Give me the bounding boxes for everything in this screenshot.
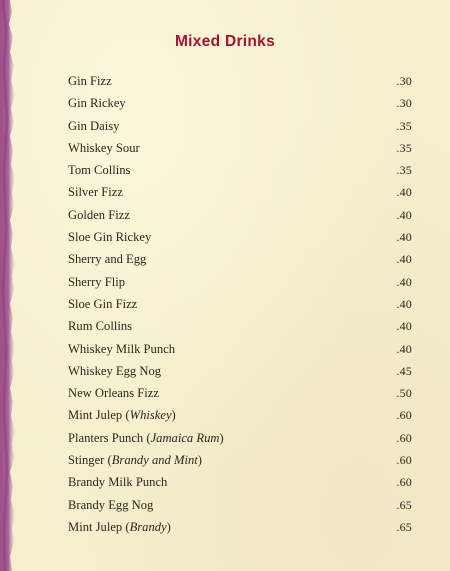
drink-name: Mint Julep (Whiskey) bbox=[68, 408, 176, 423]
drink-name-text: Gin Rickey bbox=[68, 96, 126, 111]
menu-item bbox=[68, 293, 412, 315]
deckle-edge bbox=[0, 0, 22, 571]
drink-price: .35 bbox=[396, 118, 412, 133]
menu-item bbox=[68, 427, 412, 449]
drink-price: .40 bbox=[396, 319, 412, 334]
drink-name bbox=[68, 115, 119, 137]
drink-name bbox=[68, 471, 167, 493]
drink-name-text: Mint Julep bbox=[68, 519, 123, 534]
drink-price: .60 bbox=[396, 475, 412, 490]
drink-name-text: Sherry Flip bbox=[68, 274, 126, 289]
menu-item bbox=[68, 315, 412, 337]
menu-item bbox=[68, 181, 412, 203]
menu-item bbox=[68, 494, 412, 516]
drink-price: .35 bbox=[396, 163, 412, 178]
menu-item bbox=[68, 115, 412, 137]
menu-item bbox=[68, 338, 412, 360]
drink-name bbox=[68, 137, 140, 159]
drink-name-text: Whiskey Egg Nog bbox=[68, 363, 162, 378]
drink-name bbox=[68, 159, 130, 181]
menu-item bbox=[68, 404, 412, 426]
menu-item bbox=[68, 360, 412, 382]
drink-name-text: Sloe Gin Rickey bbox=[68, 230, 152, 245]
drink-name-text: Gin Daisy bbox=[68, 118, 120, 133]
drink-name-text: Sherry and Egg bbox=[68, 252, 147, 267]
drink-price: .40 bbox=[396, 252, 412, 267]
menu-item bbox=[68, 159, 412, 181]
drink-name-text: Whiskey Sour bbox=[68, 140, 140, 155]
drink-name bbox=[68, 92, 126, 114]
menu-item bbox=[68, 204, 412, 226]
drink-name-text: Sloe Gin Fizz bbox=[68, 296, 138, 311]
drink-price: .50 bbox=[396, 386, 412, 401]
drink-price: .60 bbox=[396, 430, 412, 445]
drink-name bbox=[68, 293, 137, 315]
drink-name bbox=[68, 70, 112, 92]
drink-price: .60 bbox=[396, 408, 412, 423]
drink-price: .40 bbox=[396, 230, 412, 245]
drink-name bbox=[68, 382, 159, 404]
menu-item bbox=[68, 70, 412, 92]
drink-note: Whiskey bbox=[129, 408, 172, 423]
drinks-list bbox=[68, 70, 412, 538]
drink-name bbox=[68, 315, 132, 337]
drink-name: Stinger (Brandy and Mint) bbox=[68, 453, 202, 468]
drink-name: Planters Punch (Jamaica Rum) bbox=[68, 430, 224, 445]
menu-item bbox=[68, 226, 412, 248]
drink-name bbox=[68, 181, 123, 203]
drink-price: .30 bbox=[396, 74, 412, 88]
drink-price: .40 bbox=[396, 341, 412, 356]
drink-name-text: Tom Collins bbox=[68, 163, 131, 178]
menu-item bbox=[68, 271, 412, 293]
drink-name-text: Brandy Milk Punch bbox=[68, 475, 168, 490]
drink-name-text: Whiskey Milk Punch bbox=[68, 341, 176, 356]
drink-name bbox=[68, 271, 125, 293]
menu-title: Mixed Drinks bbox=[174, 33, 276, 50]
drink-name bbox=[68, 494, 153, 516]
drink-name-text: Silver Fizz bbox=[68, 185, 123, 200]
drink-note: Jamaica Rum bbox=[150, 430, 220, 445]
drink-name bbox=[68, 248, 146, 270]
drink-name bbox=[68, 226, 151, 248]
drink-price: .40 bbox=[396, 296, 412, 311]
drink-name-text: Stinger bbox=[68, 453, 105, 468]
drink-name-text: Rum Collins bbox=[68, 319, 133, 334]
menu-item bbox=[68, 137, 412, 159]
drink-name-text: Planters Punch bbox=[68, 430, 144, 445]
drink-name-text: Gin Fizz bbox=[68, 74, 112, 88]
menu-item bbox=[68, 92, 412, 114]
drink-name-text: Brandy Egg Nog bbox=[68, 497, 154, 512]
drink-name: Mint Julep (Brandy) bbox=[68, 519, 171, 534]
drink-price: .40 bbox=[396, 207, 412, 222]
drink-name bbox=[68, 338, 175, 360]
drink-price: .60 bbox=[396, 453, 412, 468]
menu-item bbox=[68, 449, 412, 471]
drink-price: .45 bbox=[396, 363, 412, 378]
drink-name-text: Golden Fizz bbox=[68, 207, 130, 222]
drink-name bbox=[68, 360, 161, 382]
menu-item bbox=[68, 382, 412, 404]
drink-name-text: Mint Julep bbox=[68, 408, 123, 423]
menu-item bbox=[68, 471, 412, 493]
drink-note: Brandy bbox=[129, 519, 167, 534]
drink-name-text: New Orleans Fizz bbox=[68, 386, 159, 401]
drink-name bbox=[68, 204, 130, 226]
menu-item bbox=[68, 248, 412, 270]
drink-note: Brandy and Mint bbox=[111, 453, 198, 468]
drink-price: .30 bbox=[396, 96, 412, 111]
drink-price: .40 bbox=[396, 185, 412, 200]
drink-price: .40 bbox=[396, 274, 412, 289]
menu-item bbox=[68, 516, 412, 538]
drink-price: .65 bbox=[396, 497, 412, 512]
drink-price: .65 bbox=[396, 519, 412, 534]
drink-price: .35 bbox=[396, 140, 412, 155]
